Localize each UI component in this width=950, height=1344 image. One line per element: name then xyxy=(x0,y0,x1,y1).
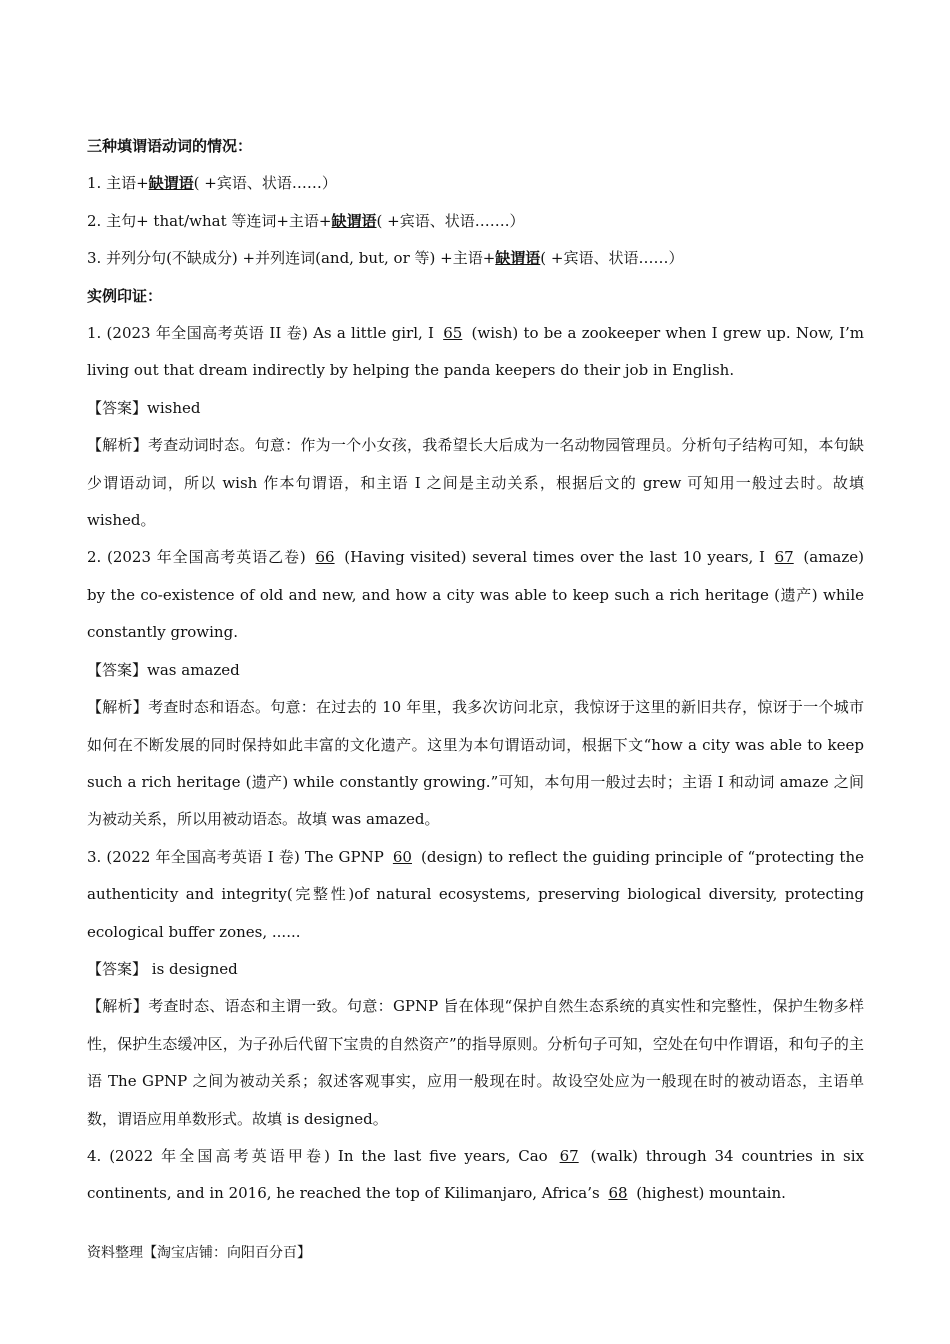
rule-keyword: 缺谓语 xyxy=(331,211,377,230)
blank-number: 60 xyxy=(392,847,412,866)
question-1 xyxy=(87,315,864,390)
question-text: 1. (2023 年全国高考英语 II 卷) As a little girl, I xyxy=(87,324,440,343)
rule-text: ( +宾语、状语……） xyxy=(540,249,684,268)
rule-text: 1. 主语+ xyxy=(87,174,149,193)
blank-number: 68 xyxy=(608,1184,628,1203)
document-body xyxy=(87,128,864,1213)
rule-text: ( +宾语、状语……） xyxy=(193,174,337,193)
analysis-1: 【解析】考查动词时态。句意：作为一个小女孩，我希望长大后成为一名动物园管理员。分析句子结构可知，本句缺少谓语动词，所以 wish 作本句谓语，和主语 I 之间是主动关系，根据后文的 grew 可知用一般过去时。故填 wished。 xyxy=(87,436,864,530)
answer-1: 【答案】wished xyxy=(87,398,201,417)
question-2 xyxy=(87,539,864,651)
question-text: 3. (2022 年全国高考英语 I 卷) The GPNP xyxy=(87,847,389,866)
blank-number: 65 xyxy=(443,324,463,343)
question-text: (highest) mountain. xyxy=(631,1184,786,1203)
question-text: (walk) through 34 countries in six continents, and in 2016, he reached the top of Kilimanjaro, Africa’s xyxy=(87,1146,864,1203)
question-text: (design) to reflect the guiding principle of “protecting the authenticity and integrity(完整性)of natural ecosystems, preserving biological diversity, protecting ecological buffer zones, ...... xyxy=(87,847,864,941)
answer-2: 【答案】was amazed xyxy=(87,660,240,679)
question-text: 2. (2023 年全国高考英语乙卷) xyxy=(87,548,312,567)
blank-number: 67 xyxy=(774,548,794,567)
question-text: (wish) to be a zookeeper when I grew up. Now, I’m living out that dream indirectly by helping the panda keepers do their job in English. xyxy=(87,324,865,380)
rule-item xyxy=(87,165,864,202)
rule-item xyxy=(87,240,864,277)
footer-note: 资料整理【淘宝店铺：向阳百分百】 xyxy=(87,1245,311,1261)
section-heading: 三种填谓语动词的情况： xyxy=(87,137,253,155)
rule-item xyxy=(87,203,864,240)
examples-heading: 实例印证： xyxy=(87,286,163,305)
rule-text: 2. 主句+ that/what 等连词+主语+ xyxy=(87,211,332,230)
analysis-2: 【解析】考查时态和语态。句意：在过去的 10 年里，我多次访问北京，我惊讶于这里的新旧共存，惊讶于一个城市如何在不断发展的同时保持如此丰富的文化遗产。这里为本句谓语动词，根据下文“how a city was able to keep such a rich heritage (遗产) while constantly growing.”可知，本句用一般过去时；主语 I 和动词 amaze 之间为被动关系，所以用被动语态。故填 was amazed。 xyxy=(87,698,864,829)
rule-text: 3. 并列分句(不缺成分) +并列连词(and, but, or 等) +主语+ xyxy=(87,249,496,268)
blank-number: 66 xyxy=(315,548,335,567)
question-text: (amaze) by the co-existence of old and new, and how a city was able to keep such a rich heritage (遗产) while constantly growing. xyxy=(87,548,864,642)
rule-keyword: 缺谓语 xyxy=(495,249,541,268)
analysis-3: 【解析】考查时态、语态和主谓一致。句意：GPNP 旨在体现“保护自然生态系统的真实性和完整性，保护生物多样性，保护生态缓冲区，为子孙后代留下宝贵的自然资产”的指导原则。分析句子可知，空处在句中作谓语，和句子的主语 The GPNP 之间为被动关系；叙述客观事实，应用一般现在时。故设空处应为一般现在时的被动语态，主语单数，谓语应用单数形式。故填 is designed。 xyxy=(87,997,864,1128)
rule-text: ( +宾语、状语…….） xyxy=(376,211,525,230)
answer-3: 【答案】 is designed xyxy=(87,959,238,978)
question-text: 4. (2022 年全国高考英语甲卷) In the last five years, Cao xyxy=(87,1146,556,1165)
rule-keyword: 缺谓语 xyxy=(148,174,194,193)
question-3 xyxy=(87,839,864,951)
question-text: (Having visited) several times over the last 10 years, I xyxy=(338,548,771,567)
blank-number: 67 xyxy=(559,1146,579,1165)
question-4 xyxy=(87,1138,864,1213)
